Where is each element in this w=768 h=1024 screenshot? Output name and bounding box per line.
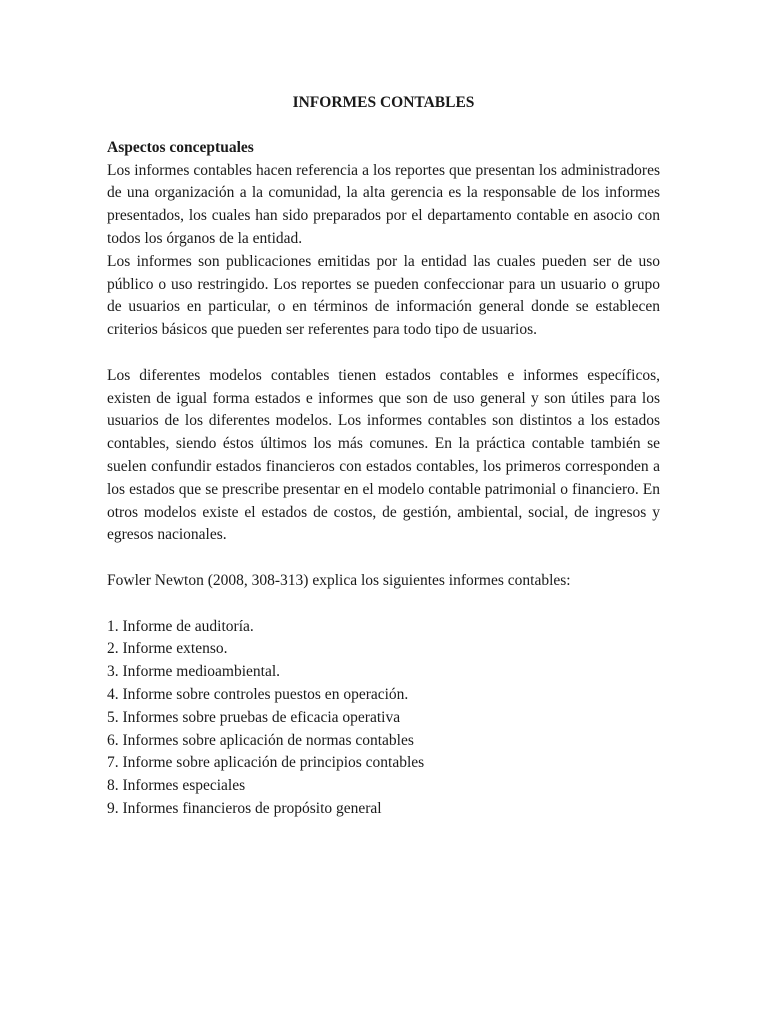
- list-item: 8. Informes especiales: [107, 777, 246, 795]
- paragraph-2: Los informes son publicaciones emitidas por la entidad las cuales pueden ser de uso público o uso restringido. Los reportes se pueden confeccionar para un usuario o grupo de usuarios en particular, o en términos de información general donde se establecen criterios básicos que pueden ser referentes para todo tipo de usuarios.: [107, 252, 660, 339]
- list-item: 9. Informes financieros de propósito general: [107, 799, 382, 817]
- list-item: 7. Informe sobre aplicación de principios contables: [107, 754, 425, 772]
- list-item: 6. Informes sobre aplicación de normas contables: [107, 731, 414, 749]
- document-page: [107, 92, 660, 821]
- section-heading: Aspectos conceptuales: [107, 138, 254, 156]
- paragraph-spacer: [107, 342, 660, 365]
- list-item: 4. Informe sobre controles puestos en operación.: [107, 685, 409, 703]
- list-item: 5. Informes sobre pruebas de eficacia operativa: [107, 708, 401, 726]
- paragraph-spacer: [107, 593, 660, 616]
- paragraph-spacer: [107, 547, 660, 570]
- list-item: 2. Informe extenso.: [107, 640, 228, 658]
- reports-list: [107, 616, 660, 821]
- paragraph-3: Los diferentes modelos contables tienen estados contables e informes específicos, existen de igual forma estados e informes que son de uso general y son útiles para los usuarios de los diferentes modelos. Los informes contables son distintos a los estados contables, siendo éstos últimos los más comunes. En la práctica contable también se suelen confundir estados financieros con estados contables, los primeros corresponden a los estados que se prescribe presentar en el modelo contable patrimonial o financiero. En otros modelos existe el estados de costos, de gestión, ambiental, social, de ingresos y egresos nacionales.: [107, 366, 660, 544]
- paragraph-4: Fowler Newton (2008, 308-313) explica los siguientes informes contables:: [107, 571, 571, 589]
- list-item: 1. Informe de auditoría.: [107, 617, 254, 635]
- list-item: 3. Informe medioambiental.: [107, 663, 281, 681]
- paragraph-1: Los informes contables hacen referencia a los reportes que presentan los administradores de una organización a la comunidad, la alta gerencia es la responsable de los informes presentados, los cuales han sido preparados por el departamento contable en asocio con todos los órganos de la entidad.: [107, 161, 660, 247]
- document-title: INFORMES CONTABLES: [292, 94, 475, 111]
